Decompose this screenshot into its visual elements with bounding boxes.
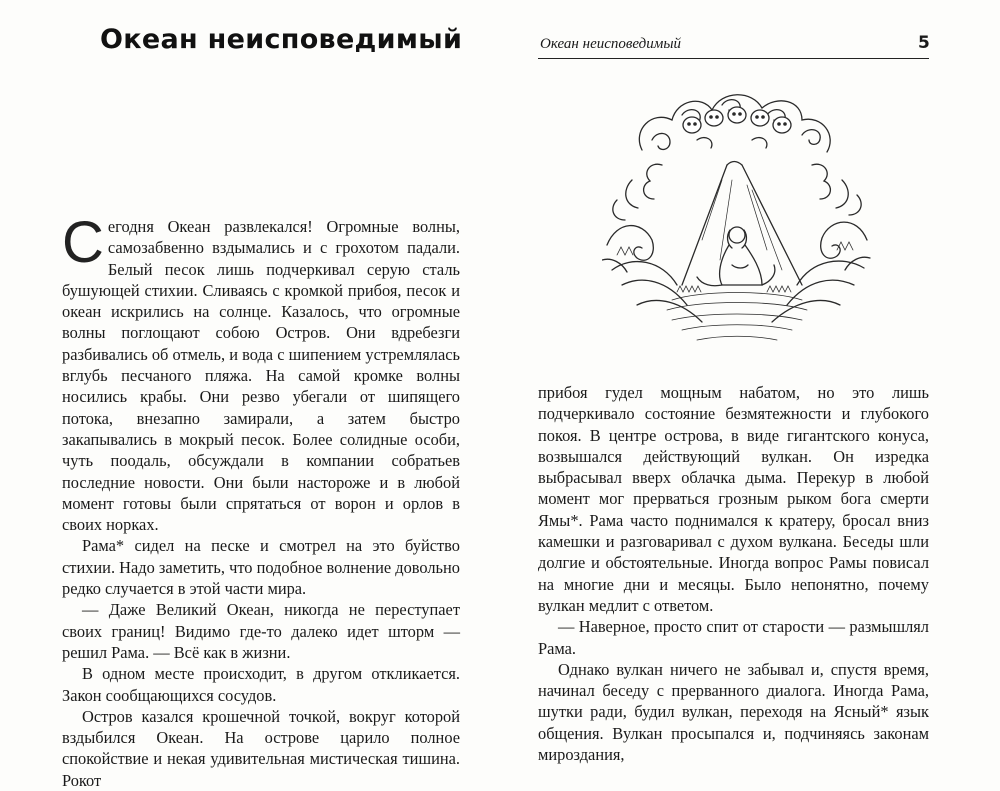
paragraph: — Даже Великий Океан, никогда не переступает своих границ! Видимо где-то далеко идет шторм — решил Рама. — Всё как в жизни. <box>62 600 460 662</box>
volcano-cone <box>682 162 802 286</box>
paragraph: прибоя гудел мощным набатом, но это лишь подчеркивало состояние безмятежности и глубокого покоя. В центре острова, в виде гигантского конуса, возвышался действующий вулкан. Он изредка выбрасывал вверх облачка дыма. Перекур в любой момент мог прерваться грозным рыком бога смерти Ямы*. Рама часто поднимался к кратеру, бросал вниз камешки и разговаривал с духом вулкана. Беседы шли долгие и обстоятельные. Иногда вопрос Рамы повисал на многие дни и месяцы. Было непонятно, почему вулкан медлит с ответом. <box>538 383 929 615</box>
paragraph: Рама* сидел на песке и смотрел на это буйство стихии. Надо заметить, что подобное волнение довольно редко случается в этой части мира. <box>62 536 460 599</box>
waves-right <box>772 222 870 322</box>
right-page <box>500 0 1000 765</box>
paragraph: — Наверное, просто спит от старости — размышлял Рама. <box>538 617 929 658</box>
left-page <box>0 0 500 790</box>
chapter-title: Океан неисповедимый <box>100 24 463 55</box>
waves-left <box>602 226 702 322</box>
drop-cap: С <box>62 210 104 275</box>
seated-figure <box>697 227 775 286</box>
paragraph-text: егодня Океан развлекался! Огромные волны, самозабвенно вздымались и с грохотом падали. Белый песок лишь подчеркивал серую сталь бушующей стихии. Сливаясь с кромкой прибоя, песок и океан искрились на солнце. Казалось, что огромные волны поглощают собою Остров. Они вдребезги разбивались об отмель, и вода с шипением устремлялась вглубь песчаного пляжа. На самой кромке волны носились крабы. Они резво убегали от шипящего потока, внезапно замирали, а затем быстро закапывались в мокрый песок. Более солидные особи, чуть поодаль, обсуждали в компании собратьев последние новости. Они были настороже и в любой момент готовы были спрятаться от ворон и орлов в своих норках. <box>62 217 460 535</box>
page-number: 5 <box>918 33 930 53</box>
skull-row <box>683 107 791 133</box>
left-body-text <box>62 210 460 791</box>
running-head: Океан неисповедимый <box>540 36 681 52</box>
paragraph: Остров казался крошечной точкой, вокруг которой вздыбился Океан. На острове царило полное спокойствие и некая удивительная мистическая тишина. Рокот <box>62 706 460 790</box>
right-body-text <box>538 382 929 765</box>
sea-hatching <box>667 286 807 340</box>
volcano-island-illustration <box>602 70 872 360</box>
paragraph: Однако вулкан ничего не забывал и, спустя время, начинал беседу с прерванного диалога. Иногда Рама, шутки ради, будил вулкан, переходя на Ясный* язык общения. Вулкан просыпался и, подчиняясь законам мироздания, <box>538 659 929 765</box>
paragraph: В одном месте происходит, в другом откликается. Закон сообщающихся сосудов. <box>62 664 460 705</box>
header-rule <box>538 58 929 59</box>
paragraph <box>62 210 460 535</box>
